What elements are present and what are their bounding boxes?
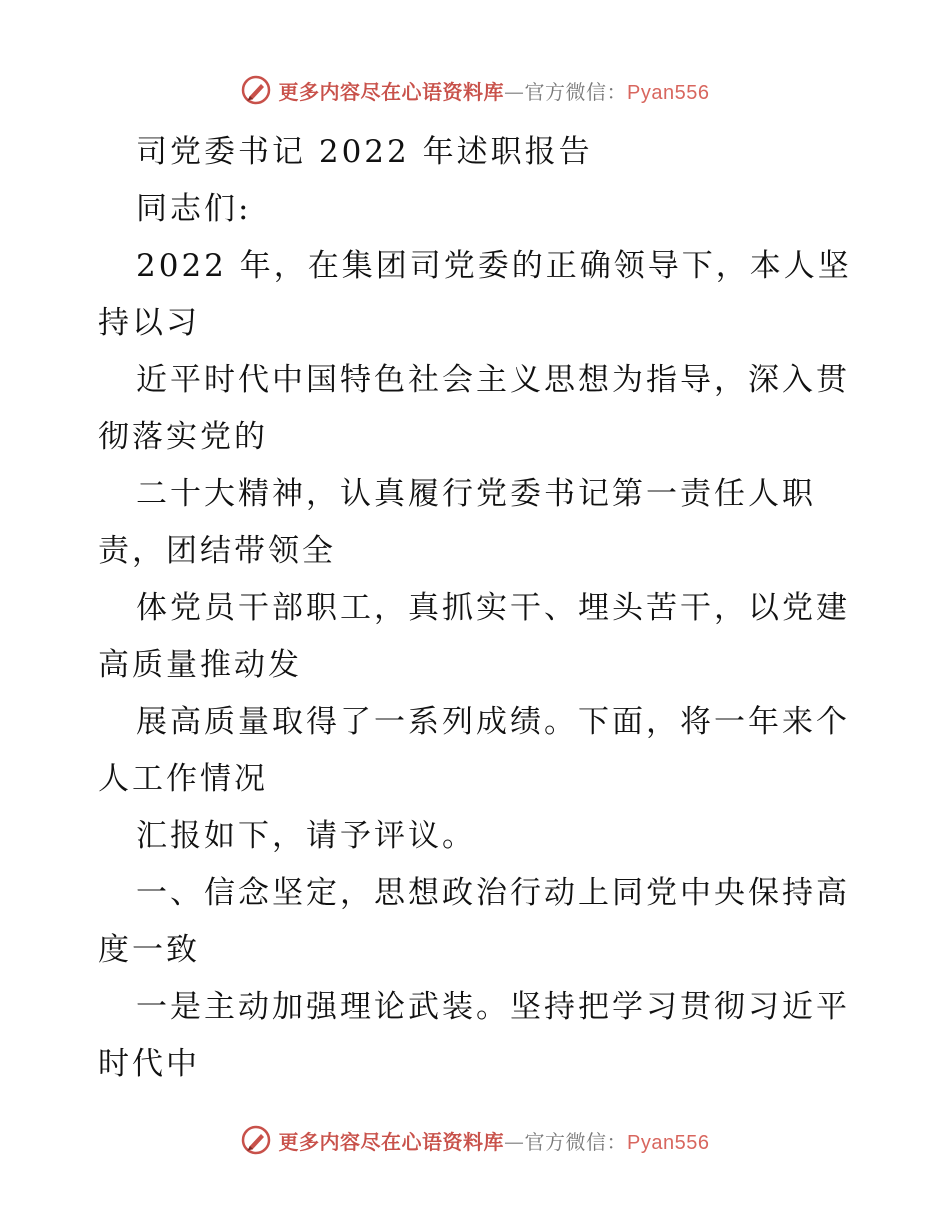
watermark-site: 更多内容尽在心语资料库	[278, 1129, 505, 1154]
watermark-separator: —	[504, 79, 525, 104]
paragraph-line: 体党员干部职工，真抓实干、埋头苦干，以党建	[136, 590, 850, 626]
paragraph-line: 2022 年，在集团司党委的正确领导下，本人坚	[136, 248, 852, 284]
watermark-text	[279, 76, 710, 105]
paragraph-line: 近平时代中国特色社会主义思想为指导，深入贯	[136, 362, 850, 398]
watermark-wechat-id: Pyan556	[627, 1131, 710, 1154]
watermark-wechat-id: Pyan556	[627, 81, 710, 104]
watermark-separator: —	[504, 1129, 525, 1154]
watermark-wechat-label: 官方微信：	[524, 1129, 628, 1154]
paragraph-line: 责，团结带领全	[98, 533, 336, 569]
paragraph-line: 二十大精神，认真履行党委书记第一责任人职	[136, 476, 816, 512]
watermark-site: 更多内容尽在心语资料库	[278, 79, 505, 104]
document-body	[98, 124, 868, 1093]
paragraph-line: 展高质量取得了一系列成绩。下面，将一年来个	[136, 704, 850, 740]
watermark-banner-top	[0, 70, 950, 110]
document-title: 司党委书记 2022 年述职报告	[136, 134, 593, 170]
paragraph-line: 一是主动加强理论武装。坚持把学习贯彻习近平	[136, 989, 850, 1025]
paragraph-line: 高质量推动发	[98, 647, 302, 683]
section-heading-continued: 度一致	[98, 932, 200, 968]
paragraph-line: 持以习	[98, 305, 200, 341]
section-heading: 一、信念坚定，思想政治行动上同党中央保持高	[136, 875, 850, 911]
watermark-wechat-label: 官方微信：	[524, 79, 628, 104]
paragraph-line: 彻落实党的	[98, 419, 268, 455]
salutation: 同志们:	[136, 191, 252, 227]
paragraph-line: 人工作情况	[98, 761, 268, 797]
watermark-text	[279, 1126, 710, 1155]
watermark-banner-bottom	[0, 1120, 950, 1160]
pen-logo-icon	[241, 75, 271, 105]
paragraph-line: 汇报如下，请予评议。	[136, 818, 476, 854]
pen-logo-icon	[241, 1125, 271, 1155]
paragraph-line: 时代中	[98, 1046, 200, 1082]
